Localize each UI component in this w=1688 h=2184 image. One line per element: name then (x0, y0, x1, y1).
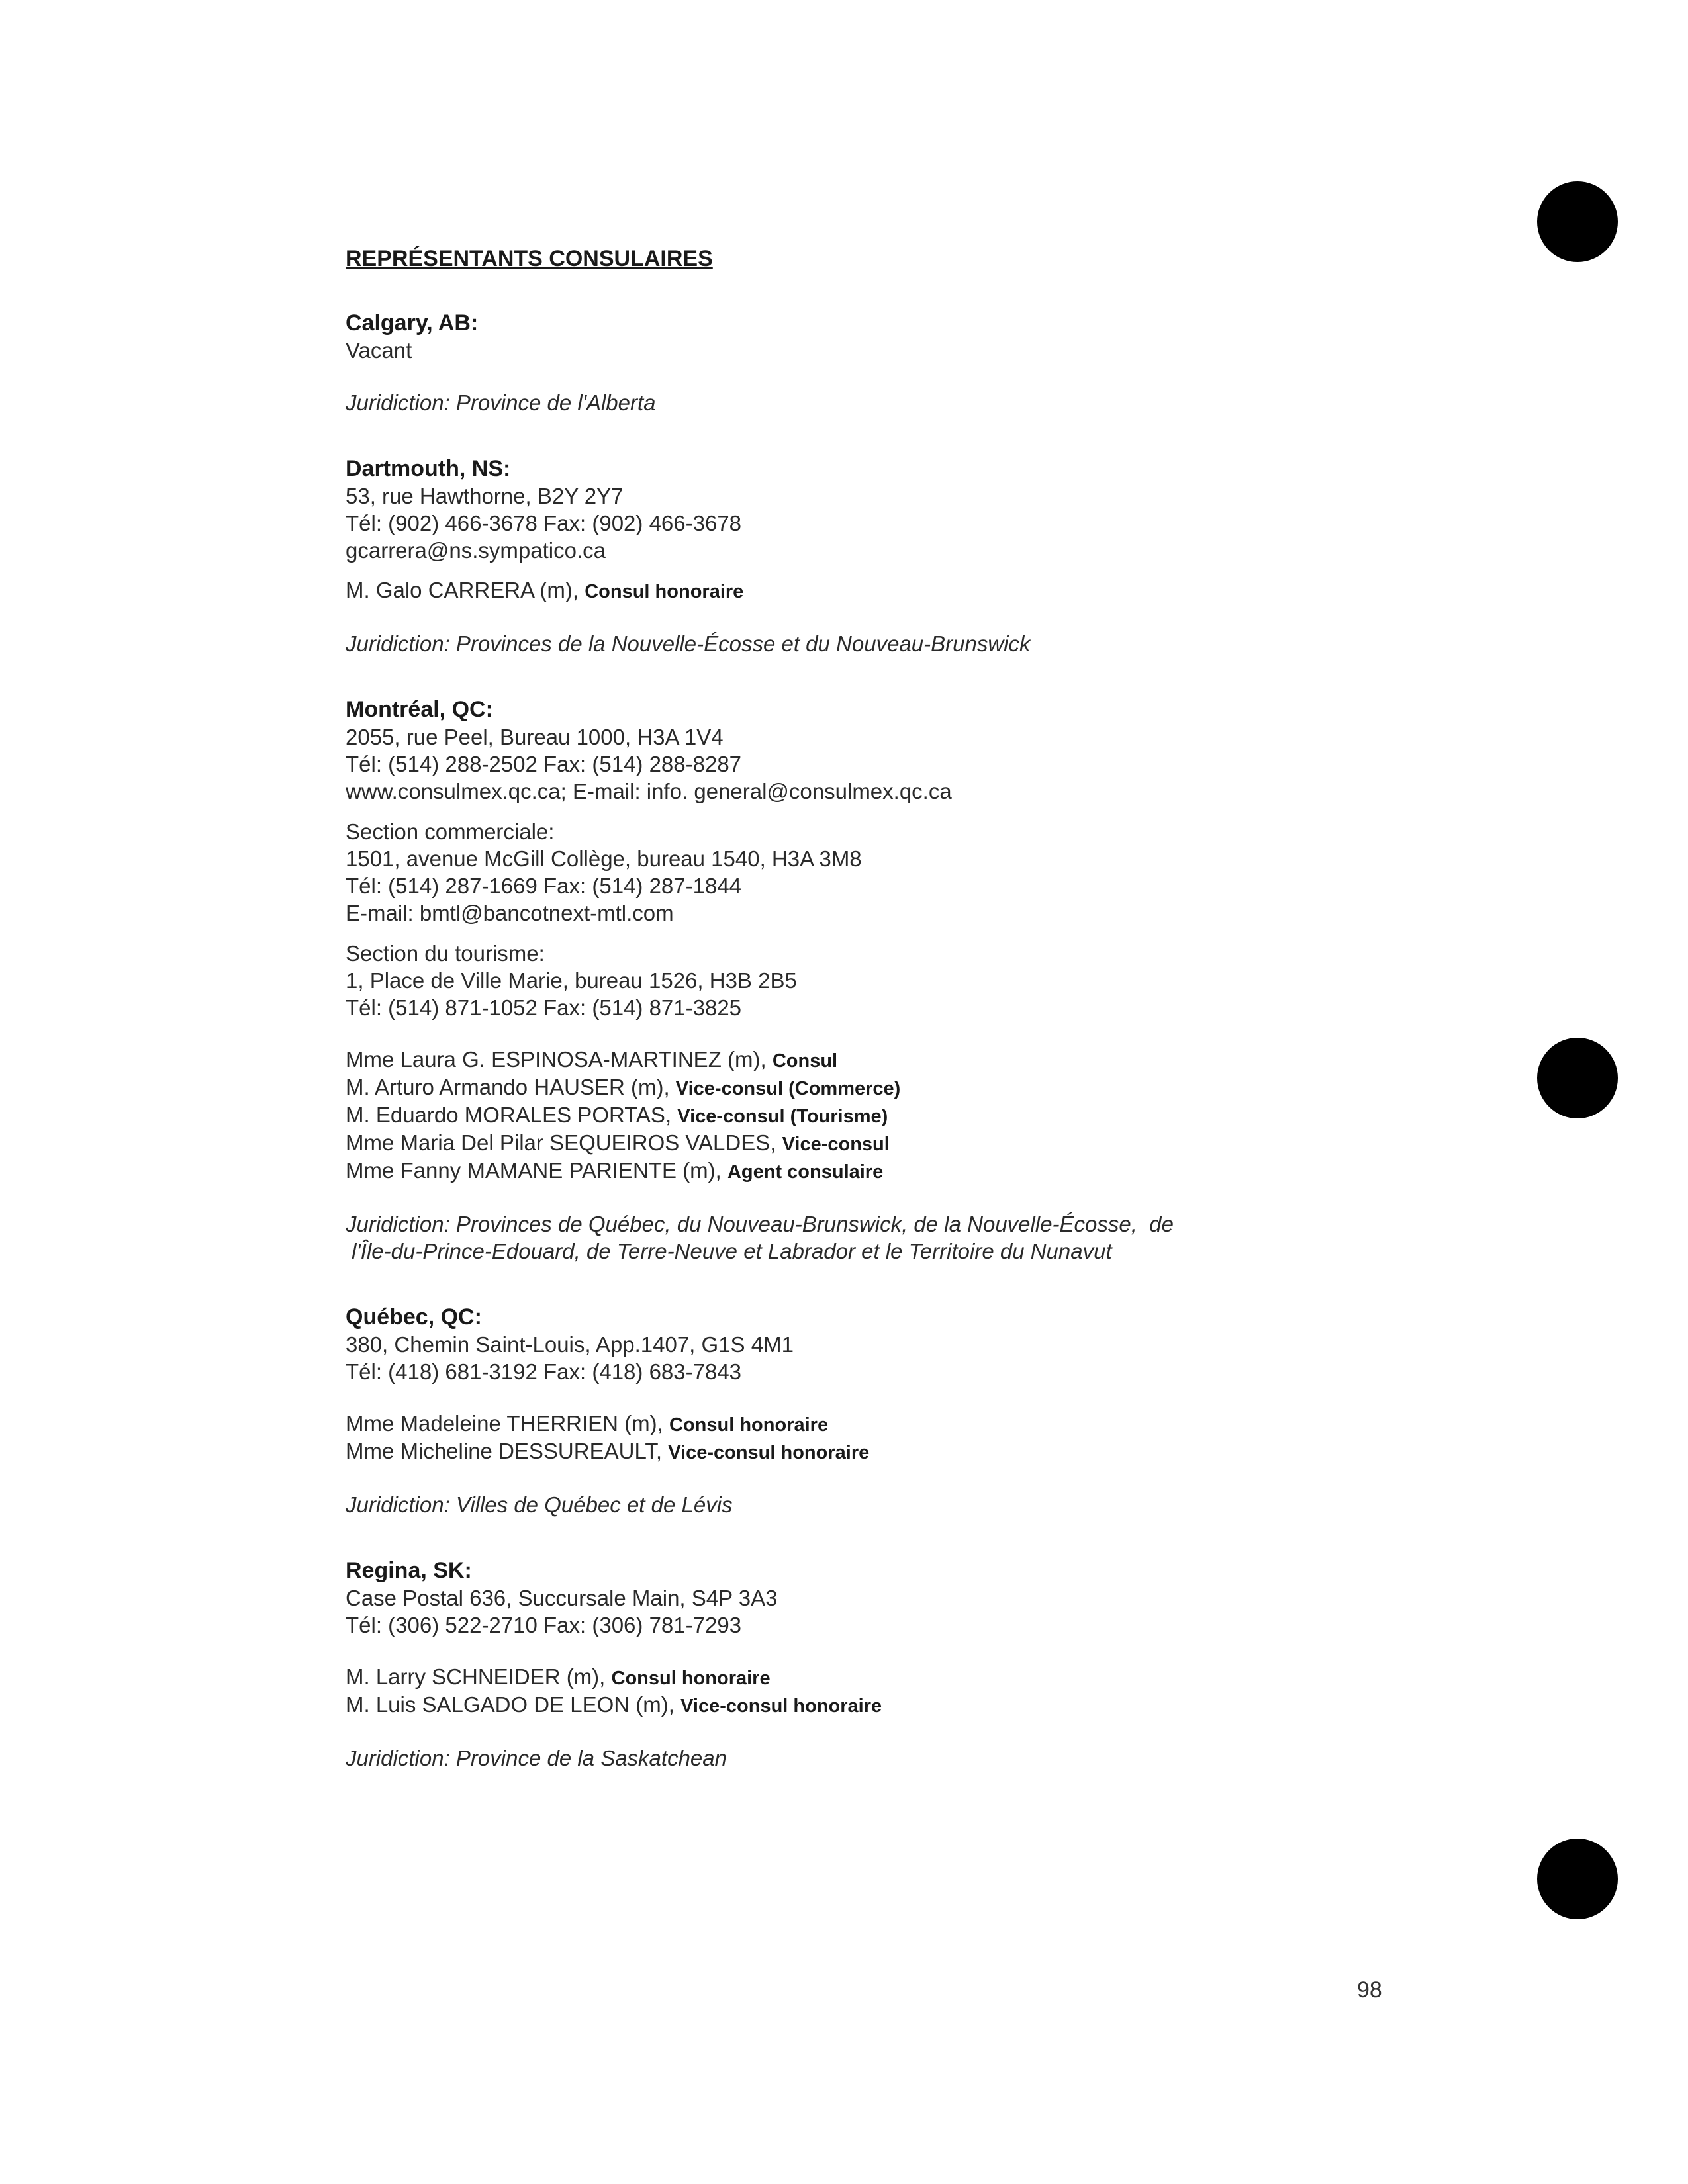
person-name: Mme Maria Del Pilar SEQUEIROS VALDES, (346, 1130, 782, 1155)
person-title: Vice-consul (782, 1134, 890, 1155)
person-title: Agent consulaire (727, 1161, 884, 1183)
jurisdiction-line: l'Île-du-Prince-Edouard, de Terre-Neuve et Labrador et le Territoire du Nunavut (346, 1239, 1112, 1263)
phone-fax-line: Tél: (514) 288-2502 Fax: (514) 288-8287 (346, 752, 742, 776)
city-name: Regina, SK: (346, 1558, 472, 1583)
person-entry (346, 1410, 1603, 1438)
commercial-address: 1501, avenue McGill Collège, bureau 1540, H3A 3M8 (346, 846, 862, 871)
section-quebec (346, 1303, 1603, 1518)
web-email-line: www.consulmex.qc.ca; E-mail: info. general@consulmex.qc.ca (346, 779, 952, 803)
commercial-section (346, 818, 1603, 927)
tourism-phone: Tél: (514) 871-1052 Fax: (514) 871-3825 (346, 995, 742, 1020)
jurisdiction-line: Juridiction: Villes de Québec et de Lévis (346, 1492, 733, 1517)
city-name: Dartmouth, NS: (346, 456, 511, 481)
jurisdiction (346, 389, 1603, 416)
person-name: M. Arturo Armando HAUSER (m), (346, 1075, 676, 1099)
commercial-label: Section commerciale: (346, 819, 555, 844)
commercial-email: E-mail: bmtl@bancotnext-mtl.com (346, 901, 674, 925)
address-line: Vacant (346, 338, 412, 363)
person-name: Mme Micheline DESSUREAULT, (346, 1439, 669, 1463)
person-title: Vice-consul (Tourisme) (677, 1106, 888, 1127)
people-list (346, 1046, 1603, 1185)
city-name: Calgary, AB: (346, 310, 479, 336)
people-list (346, 1664, 1603, 1719)
person-name: Mme Laura G. ESPINOSA-MARTINEZ (m), (346, 1047, 773, 1071)
jurisdiction (346, 630, 1603, 657)
person-name: Mme Fanny MAMANE PARIENTE (m), (346, 1158, 727, 1183)
person-title: Consul (772, 1050, 838, 1071)
jurisdiction (346, 1745, 1603, 1772)
person-entry (346, 1692, 1603, 1719)
address-line: 53, rue Hawthorne, B2Y 2Y7 (346, 484, 624, 508)
jurisdiction (346, 1491, 1603, 1518)
person-entry (346, 577, 1603, 605)
jurisdiction-line: Juridiction: Province de l'Alberta (346, 390, 656, 415)
address-line: Case Postal 636, Succursale Main, S4P 3A3 (346, 1586, 778, 1610)
person-name: M. Larry SCHNEIDER (m), (346, 1664, 612, 1689)
section-regina (346, 1557, 1603, 1772)
person-title: Vice-consul honoraire (668, 1442, 870, 1463)
person-name: Mme Madeleine THERRIEN (m), (346, 1411, 669, 1435)
tourism-section (346, 940, 1603, 1021)
address-line: 2055, rue Peel, Bureau 1000, H3A 1V4 (346, 725, 724, 749)
person-name: M. Eduardo MORALES PORTAS, (346, 1103, 678, 1127)
tourism-address: 1, Place de Ville Marie, bureau 1526, H3B 2B5 (346, 968, 797, 993)
person-title: Consul honoraire (669, 1414, 829, 1435)
person-entry (346, 1102, 1603, 1130)
jurisdiction-line: Juridiction: Provinces de Québec, du Nouveau-Brunswick, de la Nouvelle-Écosse, de (346, 1212, 1174, 1236)
jurisdiction (346, 1210, 1603, 1265)
phone-fax-line: Tél: (418) 681-3192 Fax: (418) 683-7843 (346, 1359, 742, 1384)
people-list (346, 577, 1603, 605)
page-content (346, 246, 1603, 1810)
person-entry (346, 1046, 1603, 1074)
city-name: Montréal, QC: (346, 697, 493, 722)
page-number: 98 (1357, 1978, 1382, 2003)
person-name: M. Galo CARRERA (m), (346, 578, 585, 602)
person-entry (346, 1130, 1603, 1158)
tourism-label: Section du tourisme: (346, 941, 545, 966)
address-line: 380, Chemin Saint-Louis, App.1407, G1S 4M1 (346, 1332, 794, 1357)
commercial-phone: Tél: (514) 287-1669 Fax: (514) 287-1844 (346, 874, 742, 898)
punch-hole-bottom (1537, 1839, 1618, 1919)
person-entry (346, 1664, 1603, 1692)
phone-fax-line: Tél: (306) 522-2710 Fax: (306) 781-7293 (346, 1613, 742, 1637)
person-title: Consul honoraire (585, 581, 744, 602)
person-entry (346, 1438, 1603, 1466)
people-list (346, 1410, 1603, 1466)
email-line: gcarrera@ns.sympatico.ca (346, 538, 606, 563)
section-montreal (346, 696, 1603, 1265)
section-dartmouth (346, 455, 1603, 657)
jurisdiction-line: Juridiction: Province de la Saskatchean (346, 1746, 727, 1770)
person-title: Vice-consul (Commerce) (675, 1078, 901, 1099)
city-name: Québec, QC: (346, 1304, 482, 1330)
person-name: M. Luis SALGADO DE LEON (m), (346, 1692, 681, 1717)
phone-fax-line: Tél: (902) 466-3678 Fax: (902) 466-3678 (346, 511, 742, 535)
person-title: Vice-consul honoraire (680, 1696, 882, 1717)
person-title: Consul honoraire (611, 1668, 771, 1689)
page-heading: REPRÉSENTANTS CONSULAIRES (346, 246, 713, 271)
person-entry (346, 1074, 1603, 1102)
section-calgary (346, 309, 1603, 416)
person-entry (346, 1158, 1603, 1185)
jurisdiction-line: Juridiction: Provinces de la Nouvelle-Écosse et du Nouveau-Brunswick (346, 631, 1031, 656)
